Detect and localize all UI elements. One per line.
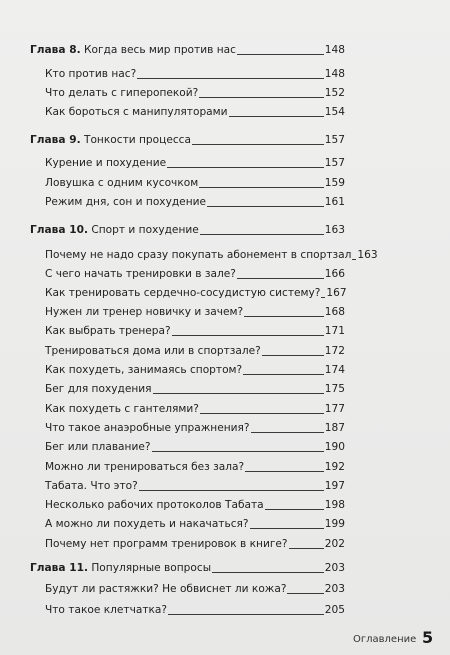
toc-leader-line [200,234,324,235]
toc-page-number: 187 [324,422,345,434]
toc-entry-title: Режим дня, сон и похудение [45,196,207,208]
toc-leader-line [245,471,324,472]
toc-page-number: 174 [324,364,345,376]
toc-chapter-entry [30,44,345,57]
toc-entry-title: Почему не надо сразу покупать абонемент в спортзал [45,249,352,261]
toc-section-entry [45,87,345,100]
toc-section-entry [45,383,345,396]
toc-entry-title: Будут ли растяжки? Не обвиснет ли кожа? [45,583,287,595]
toc-entry-title: Курение и похудение [45,157,167,169]
toc-page-number: 168 [324,306,345,318]
toc-leader-line [153,393,324,394]
toc-section-entry [45,287,345,300]
toc-page-number: 203 [324,583,345,595]
toc-leader-line [251,432,324,433]
toc-section-entry [45,441,345,454]
toc-section-entry [45,196,345,209]
toc-entry-title: Нужен ли тренер новичку и зачем? [45,306,244,318]
toc-chapter-title: Спорт и похудение [91,224,199,236]
toc-section-entry [45,499,345,512]
toc-entry-title: Как бороться с манипуляторами [45,106,228,118]
toc-page-number: 190 [324,441,345,453]
toc-entry-title: Тренироваться дома или в спортзале? [45,345,261,357]
toc-page-number: 177 [324,403,345,415]
toc-section-entry [45,422,345,435]
toc-entry-title [30,44,236,57]
toc-page-number: 205 [324,604,345,616]
toc-section-entry [45,480,345,493]
toc-entry-title: Почему нет программ тренировок в книге? [45,538,288,550]
toc-section-entry [45,345,345,358]
toc-chapter-title: Когда весь мир против нас [83,44,236,56]
toc-entry-title: Как тренировать сердечно-сосудистую систему? [45,287,321,299]
footer-section-label: Оглавление [353,634,417,645]
toc-section-entry [45,461,345,474]
toc-page-number: 148 [324,44,345,56]
toc-entry-title [30,562,211,575]
toc-page-number: 163 [357,249,378,261]
toc-entry-title: Ловушка с одним кусочком [45,177,199,189]
toc-entry-title: Что делать с гиперопекой? [45,87,199,99]
toc-section-entry [45,403,345,416]
toc-section-entry [45,604,345,617]
toc-page-number: 163 [324,224,345,236]
toc-page-number: 171 [324,325,345,337]
toc-chapter-entry [30,224,345,237]
toc-page-number: 157 [324,157,345,169]
toc-leader-line [152,451,324,452]
toc-leader-line [237,54,324,55]
toc-page-number: 148 [324,68,345,80]
toc-entry-title: Что такое анаэробные упражнения? [45,422,250,434]
toc-chapter-label: Глава 10. [30,224,88,236]
toc-entry-title [30,134,191,147]
toc-chapter-title: Популярные вопросы [91,562,212,574]
toc-page-number: 157 [324,134,345,146]
toc-page-number: 152 [324,87,345,99]
toc-leader-line [192,144,324,145]
toc-page-number: 192 [324,461,345,473]
toc-entry-title: Несколько рабочих протоколов Табата [45,499,264,511]
toc-leader-line [237,278,324,279]
toc-leader-line [137,78,324,79]
footer-page-number: 5 [422,628,434,647]
toc-section-entry [45,583,345,596]
toc-page-number: 197 [324,480,345,492]
toc-leader-line [139,490,324,491]
toc-entry-title: Как похудеть, занимаясь спортом? [45,364,243,376]
toc-entry-title: А можно ли похудеть и накачаться? [45,518,249,530]
toc-page-number: 198 [324,499,345,511]
toc-leader-line [207,206,324,207]
toc-leader-line [289,548,324,549]
toc-page-number: 199 [324,518,345,530]
toc-leader-line [229,116,324,117]
toc-section-entry [45,306,345,319]
toc-leader-line [199,97,323,98]
toc-leader-line [172,335,324,336]
toc-entry-title: Можно ли тренироваться без зала? [45,461,245,473]
toc-leader-line [168,614,324,615]
toc-section-entry [45,177,345,190]
toc-entry-title: С чего начать тренировки в зале? [45,268,236,280]
toc-leader-line [243,374,324,375]
toc-section-entry [45,538,345,551]
toc-leader-line [321,297,325,298]
toc-page-number: 167 [326,287,347,299]
toc-leader-line [287,593,323,594]
toc-leader-line [212,572,324,573]
toc-leader-line [200,413,324,414]
toc-section-entry [45,249,378,262]
toc-leader-line [250,528,324,529]
toc-section-entry [45,157,345,170]
toc-entry-title: Бег для похудения [45,383,152,395]
toc-entry-title: Табата. Что это? [45,480,138,492]
toc-section-entry [45,106,345,119]
toc-leader-line [262,355,324,356]
toc-entry-title: Что такое клетчатка? [45,604,168,616]
toc-entry-title: Кто против нас? [45,68,137,80]
toc-chapter-label: Глава 9. [30,134,81,146]
toc-entry-title: Бег или плавание? [45,441,151,453]
toc-entry-title [30,224,199,237]
toc-leader-line [352,259,356,260]
toc-section-entry [45,364,345,377]
toc-section-entry [45,325,345,338]
toc-chapter-label: Глава 11. [30,562,88,574]
toc-page-number: 172 [324,345,345,357]
toc-page-number: 154 [324,106,345,118]
toc-leader-line [244,316,324,317]
toc-page-number: 175 [324,383,345,395]
toc-leader-line [199,187,324,188]
toc-section-entry [45,68,345,81]
toc-section-entry [45,268,345,281]
toc-chapter-entry [30,562,345,575]
toc-leader-line [167,167,324,168]
toc-page-number: 202 [324,538,345,550]
toc-page-number: 166 [324,268,345,280]
toc-page-number: 203 [324,562,345,574]
toc-page-number: 159 [324,177,345,189]
toc-section-entry [45,518,345,531]
toc-leader-line [265,509,324,510]
toc-chapter-title: Тонкости процесса [83,134,191,146]
toc-chapter-entry [30,134,345,147]
toc-entry-title: Как похудеть с гантелями? [45,403,199,415]
toc-entry-title: Как выбрать тренера? [45,325,171,337]
toc-chapter-label: Глава 8. [30,44,81,56]
toc-page-number: 161 [324,196,345,208]
